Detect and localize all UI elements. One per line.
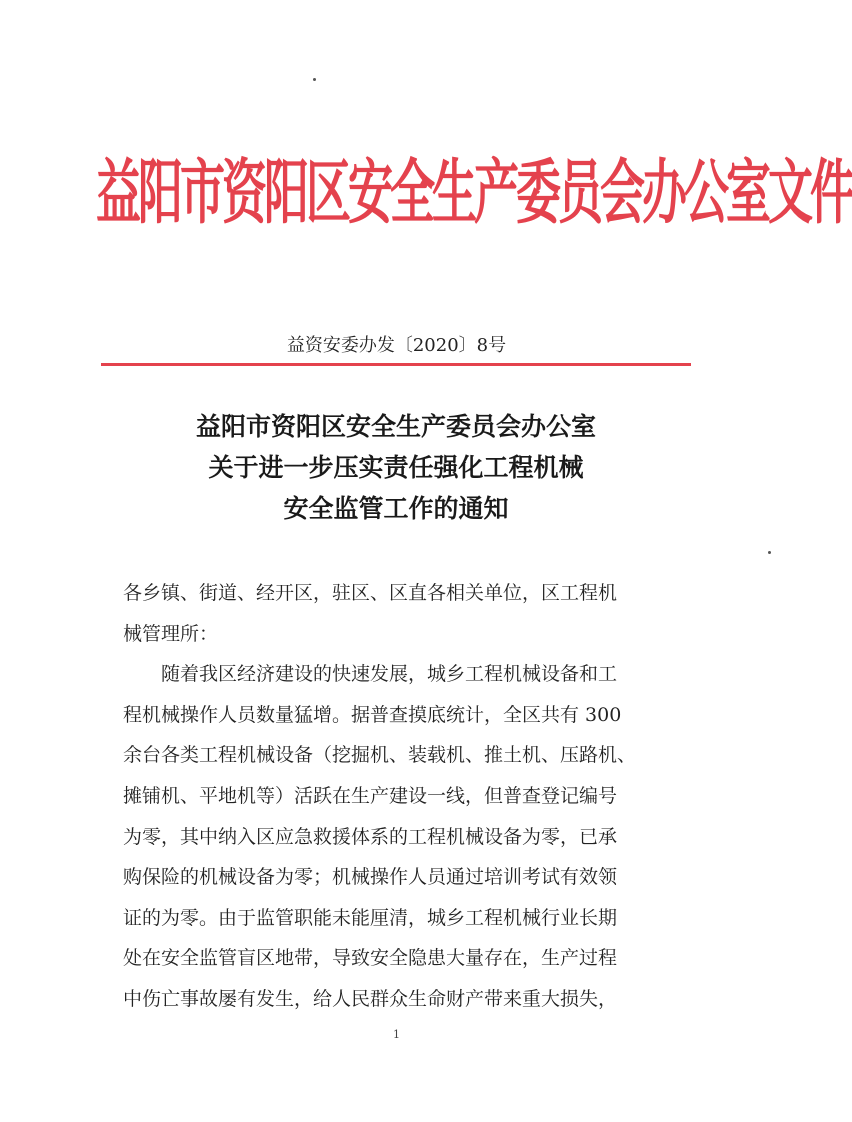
paragraph-line: 摊铺机、平地机等）活跃在生产建设一线，但普查登记编号 bbox=[123, 784, 618, 807]
page-number: 1 bbox=[393, 1028, 400, 1041]
title-line: 关于进一步压实责任强化工程机械 bbox=[208, 453, 584, 482]
paragraph-line: 证的为零。由于监管职能未能厘清，城乡工程机械行业长期 bbox=[123, 906, 618, 929]
scan-speck bbox=[313, 78, 316, 81]
masthead-text: 益阳市资阳区安全生产委员会办公室文件 bbox=[96, 151, 852, 234]
document-body bbox=[123, 573, 673, 1020]
salutation-line: 械管理所： bbox=[123, 622, 219, 645]
paragraph-line: 余台各类工程机械设备（挖掘机、装载机、推土机、压路机、 bbox=[123, 744, 637, 767]
masthead-title bbox=[96, 143, 852, 243]
paragraph-line: 中伤亡事故屡有发生，给人民群众生命财产带来重大损失， bbox=[123, 987, 618, 1010]
paragraph-line: 为零，其中纳入区应急救援体系的工程机械设备为零，已承 bbox=[123, 825, 618, 848]
salutation-line: 各乡镇、街道、经开区，驻区、区直各相关单位，区工程机 bbox=[123, 582, 618, 604]
paragraph-line: 购保险的机械设备为零；机械操作人员通过培训考试有效领 bbox=[123, 866, 618, 889]
paragraph-line: 随着我区经济建设的快速发展，城乡工程机械设备和工 bbox=[161, 663, 618, 686]
title-line: 安全监管工作的通知 bbox=[283, 494, 509, 523]
document-title bbox=[96, 406, 696, 529]
red-divider-line bbox=[101, 363, 691, 366]
title-line: 益阳市资阳区安全生产委员会办公室 bbox=[195, 412, 596, 441]
paragraph-line: 处在安全监管盲区地带，导致安全隐患大量存在，生产过程 bbox=[123, 947, 618, 970]
scan-speck bbox=[768, 551, 771, 554]
paragraph-line: 程机械操作人员数量猛增。据普查摸底统计，全区共有 300 bbox=[123, 703, 622, 726]
document-number: 益资安委办发〔2020〕8号 bbox=[286, 335, 507, 356]
